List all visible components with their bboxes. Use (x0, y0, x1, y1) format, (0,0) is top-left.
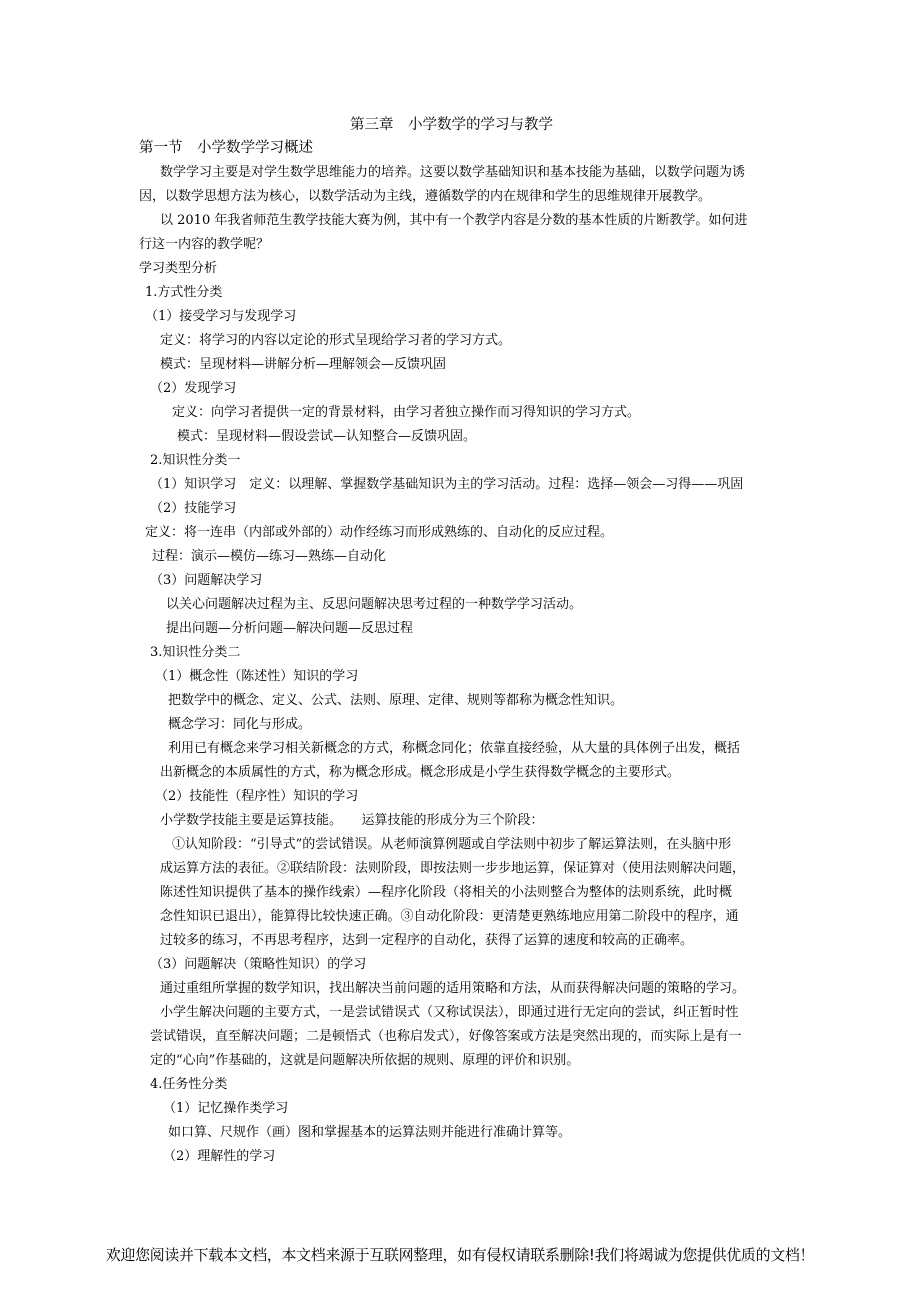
paragraph-line: 过较多的练习，不再思考程序，达到一定程序的自动化，获得了运算的速度和较高的正确率。 (160, 933, 694, 948)
paragraph-line: 通过重组所掌握的数学知识，找出解决当前问题的适用策略和方法，从而获得解决问题的策略的学习。 (160, 981, 746, 996)
subheading-line: （1）记忆操作类学习 (163, 1101, 289, 1116)
paragraph-line: 以关心问题解决过程为主、反思问题解决思考过程的一种数学学习活动。 (166, 597, 583, 612)
paragraph-line: 小学数学技能主要是运算技能。 运算技能的形成分为三个阶段： (160, 813, 544, 828)
subheading-line: （2）技能学习 (150, 501, 237, 516)
subheading-line: （1）概念性（陈述性）知识的学习 (155, 669, 359, 684)
paragraph-line: 成运算方法的表征。②联结阶段：法则阶段，即按法则一步步地运算，保证算对（使用法则解决问题， (160, 861, 746, 876)
paragraph-line: 模式：呈现材料—假设尝试—认知整合—反馈巩固。 (177, 429, 477, 444)
paragraph-line: 模式：呈现材料—讲解分析—理解领会—反馈巩固 (160, 357, 447, 372)
paragraph-line: 因，以数学思想方法为核心，以数学活动为主线，遵循数学的内在规律和学生的思维规律开展教学。 (139, 189, 712, 204)
subheading-line: （3）问题解决（策略性知识）的学习 (150, 957, 367, 972)
paragraph-line: 定义：向学习者提供一定的背景材料，由学习者独立操作而习得知识的学习方式。 (172, 405, 641, 420)
paragraph-line: （1）知识学习 定义：以理解、掌握数学基础知识为主的学习活动。过程：选择—领会—习得——巩固 (150, 477, 744, 492)
subheading-line: （2）技能性（程序性）知识的学习 (155, 789, 359, 804)
subheading-line: （3）问题解决学习 (150, 573, 263, 588)
paragraph-line: 如口算、尺规作（画）图和掌握基本的运算法则并能进行准确计算等。 (168, 1125, 572, 1140)
paragraph-line: 行这一内容的教学呢？ (139, 237, 270, 252)
paragraph-line: 出新概念的本质属性的方式，称为概念形成。概念形成是小学生获得数学概念的主要形式。 (160, 765, 681, 780)
section-title: 第一节 小学数学学习概述 (139, 140, 313, 156)
paragraph-line: ①认知阶段：“引导式”的尝试错误。从老师演算例题或自学法则中初步了解运算法则，在头脑中形 (172, 837, 732, 852)
paragraph-line: 数学学习主要是对学生数学思维能力的培养。这要以数学基础知识和基本技能为基础，以数学问题为诱 (160, 165, 746, 180)
paragraph-line: 利用已有概念来学习相关新概念的方式，称概念同化；依靠直接经验，从大量的具体例子出发，概括 (168, 741, 741, 756)
paragraph-line: 念性知识已退出），能算得比较快速正确。③自动化阶段：更清楚更熟练地应用第二阶段中的程序，通 (160, 909, 739, 924)
paragraph-line: 过程：演示—模仿—练习—熟练—自动化 (152, 549, 387, 564)
heading-line: 4.任务性分类 (150, 1077, 228, 1092)
heading-line: 3.知识性分类二 (150, 645, 241, 660)
paragraph-line: 把数学中的概念、定义、公式、法则、原理、定律、规则等都称为概念性知识。 (168, 693, 624, 708)
paragraph-line: 小学生解决问题的主要方式，一是尝试错误式（又称试误法），即通过进行无定向的尝试，纠正暂时性 (160, 1005, 739, 1020)
paragraph-line: 概念学习：同化与形成。 (168, 717, 312, 732)
chapter-title: 第三章 小学数学的学习与教学 (350, 117, 553, 133)
paragraph-line: 以 2010 年我省师范生教学技能大赛为例，其中有一个教学内容是分数的基本性质的片断教学。如何进 (160, 213, 748, 228)
subheading-line: （1）接受学习与发现学习 (145, 309, 297, 324)
heading-line: 2.知识性分类一 (150, 453, 241, 468)
paragraph-line: 定的“心向”作基础的，这就是问题解决所依据的规则、原理的评价和识别。 (150, 1053, 580, 1068)
heading-line: 1.方式性分类 (145, 285, 223, 300)
footer-notice: 欢迎您阅读并下载本文档，本文档来源于互联网整理，如有侵权请联系删除!我们将竭诚为您提供优质的文档！ (105, 1246, 815, 1264)
paragraph-line: 定义：将学习的内容以定论的形式呈现给学习者的学习方式。 (160, 333, 512, 348)
paragraph-line: 尝试错误，直至解决问题；二是顿悟式（也称启发式），好像答案或方法是突然出现的，而实际上是有一 (150, 1029, 742, 1044)
paragraph-line: 陈述性知识提供了基本的操作线索）—程序化阶段（将相关的小法则整合为整体的法则系统，此时概 (160, 885, 733, 900)
paragraph-line: 定义：将一连串（内部或外部的）动作经练习而形成熟练的、自动化的反应过程。 (145, 525, 614, 540)
subheading-line: （2）发现学习 (150, 381, 237, 396)
heading-line: 学习类型分析 (139, 261, 218, 276)
paragraph-line: 提出问题—分析问题—解决问题—反思过程 (166, 621, 414, 636)
subheading-line: （2）理解性的学习 (163, 1149, 276, 1164)
